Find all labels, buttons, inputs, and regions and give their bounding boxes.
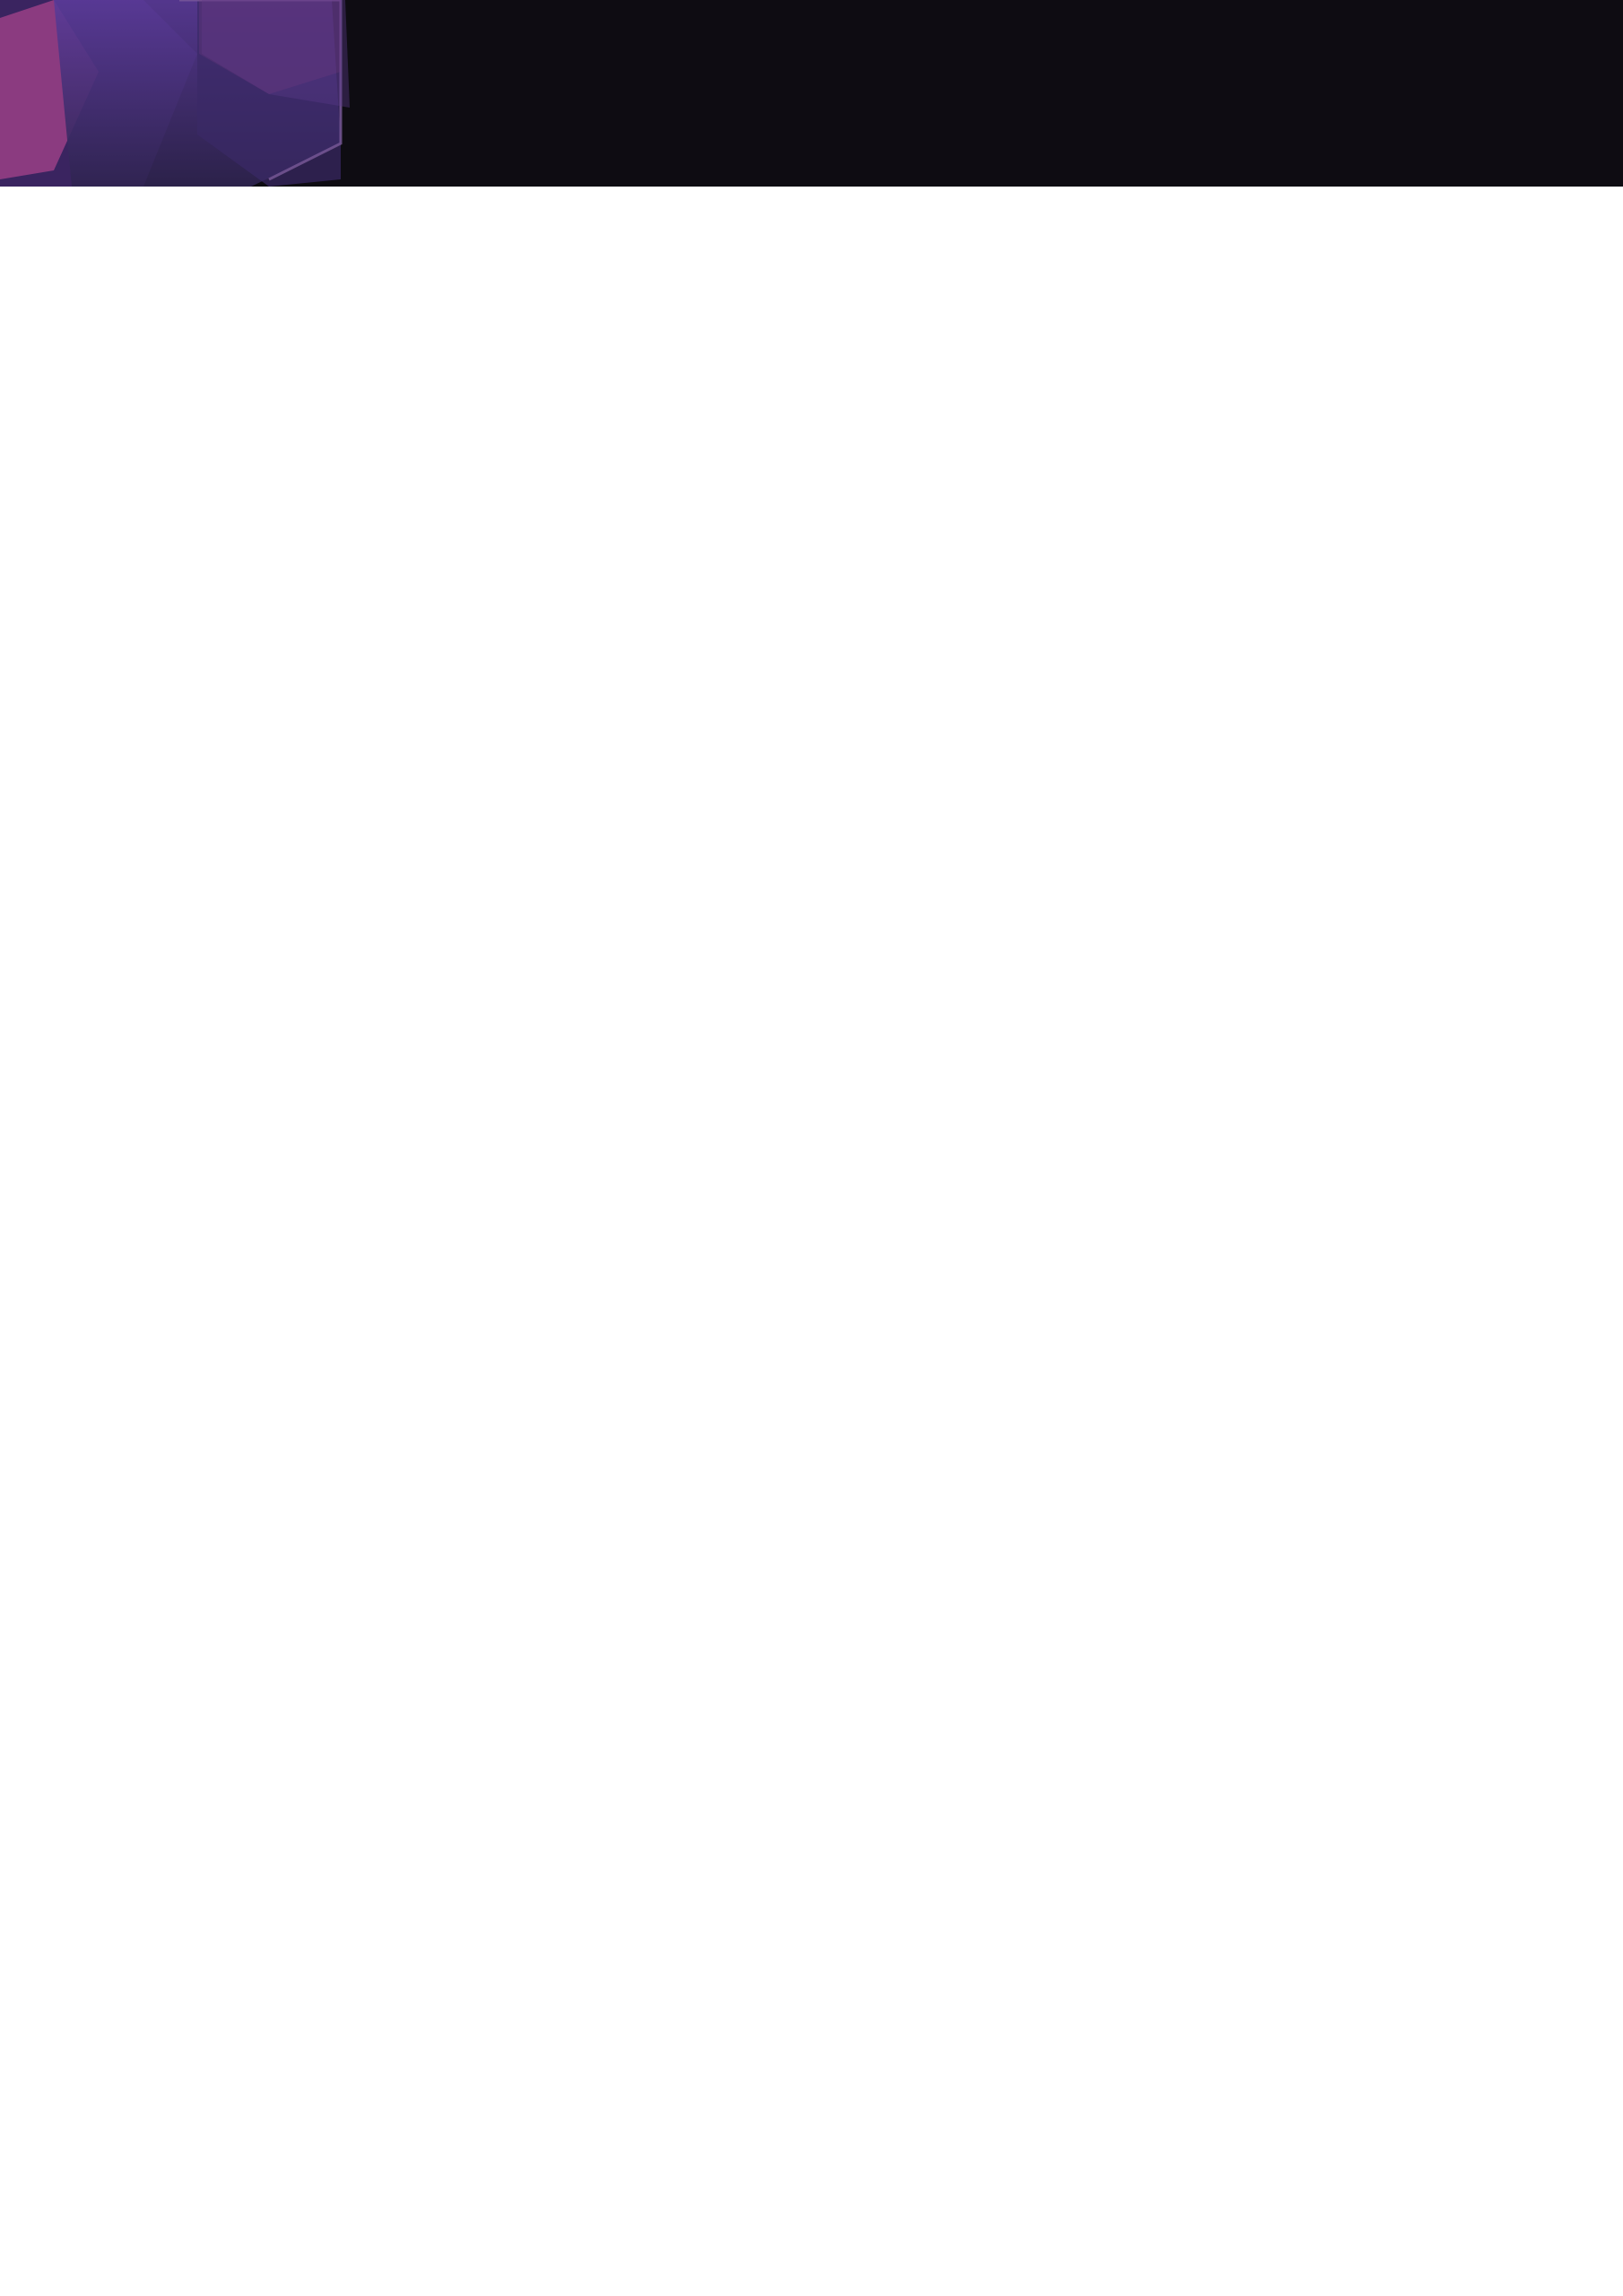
hexagon-pattern-background xyxy=(0,0,1623,187)
event-banner xyxy=(0,0,1623,187)
